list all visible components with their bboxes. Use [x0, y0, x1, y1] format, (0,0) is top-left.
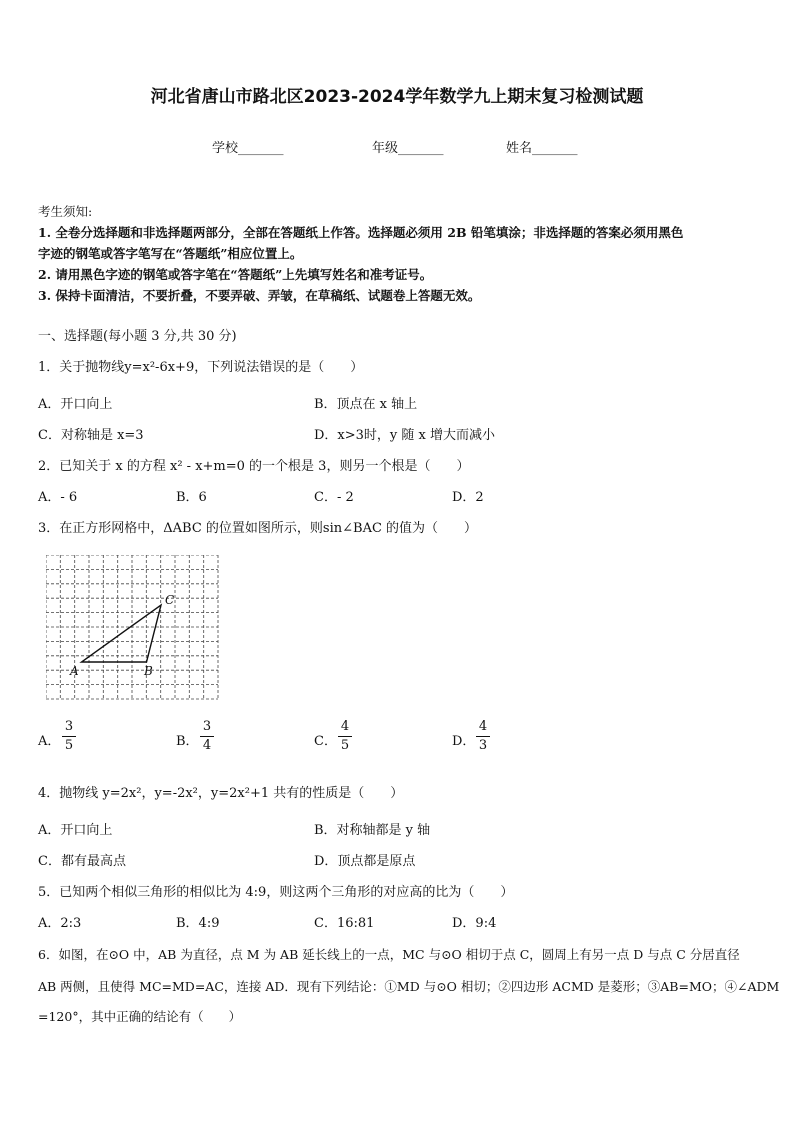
q3-option-d-prefix: D．	[452, 734, 476, 749]
q3-option-a-fraction	[62, 719, 76, 754]
q5-option-c: C．16:81	[314, 916, 375, 931]
section-heading: 一、选择题(每小题 3 分,共 30 分)	[38, 329, 237, 344]
q4-option-c: C．都有最高点	[38, 854, 126, 869]
notes-line-1a: 1. 全卷分选择题和非选择题两部分，全部在答题纸上作答。选择题必须用 2B 铅笔填涂；非选择题的答案必须用黑色	[38, 225, 684, 240]
q3-option-b-prefix: B．	[176, 734, 199, 749]
grade-field: 年级_______	[372, 141, 444, 156]
q3-stem: 3．在正方形网格中，ΔABC 的位置如图所示，则sin∠BAC 的值为（ ）	[38, 521, 478, 536]
q6-line-1: 6．如图，在⊙O 中，AB 为直径，点 M 为 AB 延长线上的一点，MC 与⊙O 相切于点 C，圆周上有另一点 D 与点 C 分居直径	[38, 947, 740, 962]
exam-title: 河北省唐山市路北区2023-2024学年数学九上期末复习检测试题	[150, 87, 644, 107]
q2-option-a: A．- 6	[38, 490, 78, 505]
q3-grid-figure	[46, 555, 222, 701]
q1-option-d: D．x>3时，y 随 x 增大而减小	[314, 428, 495, 443]
q4-stem: 4．抛物线 y=2x²，y=-2x²，y=2x²+1 共有的性质是（ ）	[38, 786, 404, 801]
q1-option-c: C．对称轴是 x=3	[38, 428, 144, 443]
q4-option-b: B．对称轴都是 y 轴	[314, 823, 431, 838]
q3-option-d-fraction	[476, 719, 490, 754]
q2-option-d: D．2	[452, 490, 484, 505]
q2-stem: 2．已知关于 x 的方程 x² - x+m=0 的一个根是 3，则另一个根是（ ）	[38, 459, 470, 474]
notes-line-1b: 字迹的钢笔或答字笔写在“答题纸”相应位置上。	[38, 246, 303, 261]
q6-line-3: =120°，其中正确的结论有（ ）	[38, 1009, 242, 1024]
triangle-abc	[82, 605, 162, 662]
q5-option-b: B．4:9	[176, 916, 220, 931]
q3-b-numerator: 3	[202, 719, 212, 734]
q3-c-denominator: 5	[340, 738, 350, 753]
q5-option-d: D．9:4	[452, 916, 497, 931]
q1-stem: 1．关于抛物线y=x²-6x+9，下列说法错误的是（ ）	[38, 360, 364, 375]
name-field: 姓名_______	[506, 141, 578, 156]
q2-option-b: B．6	[176, 490, 207, 505]
label-b: B	[144, 664, 153, 678]
q2-option-c: C．- 2	[314, 490, 354, 505]
notes-heading: 考生须知:	[38, 204, 93, 219]
q3-option-c-fraction	[338, 719, 352, 754]
q3-option-b-fraction	[200, 719, 214, 754]
q1-option-a: A．开口向上	[38, 397, 113, 412]
q3-d-numerator: 4	[478, 719, 488, 734]
q1-option-b: B．顶点在 x 轴上	[314, 397, 418, 412]
q4-option-a: A．开口向上	[38, 823, 113, 838]
q6-line-2: AB 两侧，且使得 MC=MD=AC，连接 AD．现有下列结论：①MD 与⊙O 相切；②四边形 ACMD 是菱形；③AB=MO；④∠ADM	[38, 979, 780, 994]
q5-option-a: A．2:3	[38, 916, 82, 931]
q3-a-denominator: 5	[64, 738, 74, 753]
q3-d-denominator: 3	[478, 738, 488, 753]
q3-a-numerator: 3	[64, 719, 74, 734]
q3-b-denominator: 4	[202, 738, 212, 753]
label-c: C	[165, 593, 175, 607]
q3-option-c-prefix: C．	[314, 734, 337, 749]
q5-stem: 5．已知两个相似三角形的相似比为 4:9，则这两个三角形的对应高的比为（ ）	[38, 885, 514, 900]
notes-line-2: 2. 请用黑色字迹的钢笔或答字笔在“答题纸”上先填写姓名和准考证号。	[38, 267, 433, 282]
q3-c-numerator: 4	[340, 719, 350, 734]
q3-option-a-prefix: A．	[38, 734, 61, 749]
school-field: 学校_______	[212, 141, 284, 156]
notes-line-3: 3. 保持卡面清洁，不要折叠，不要弄破、弄皱，在草稿纸、试题卷上答题无效。	[38, 288, 481, 303]
q4-option-d: D．顶点都是原点	[314, 854, 416, 869]
label-a: A	[70, 664, 79, 678]
